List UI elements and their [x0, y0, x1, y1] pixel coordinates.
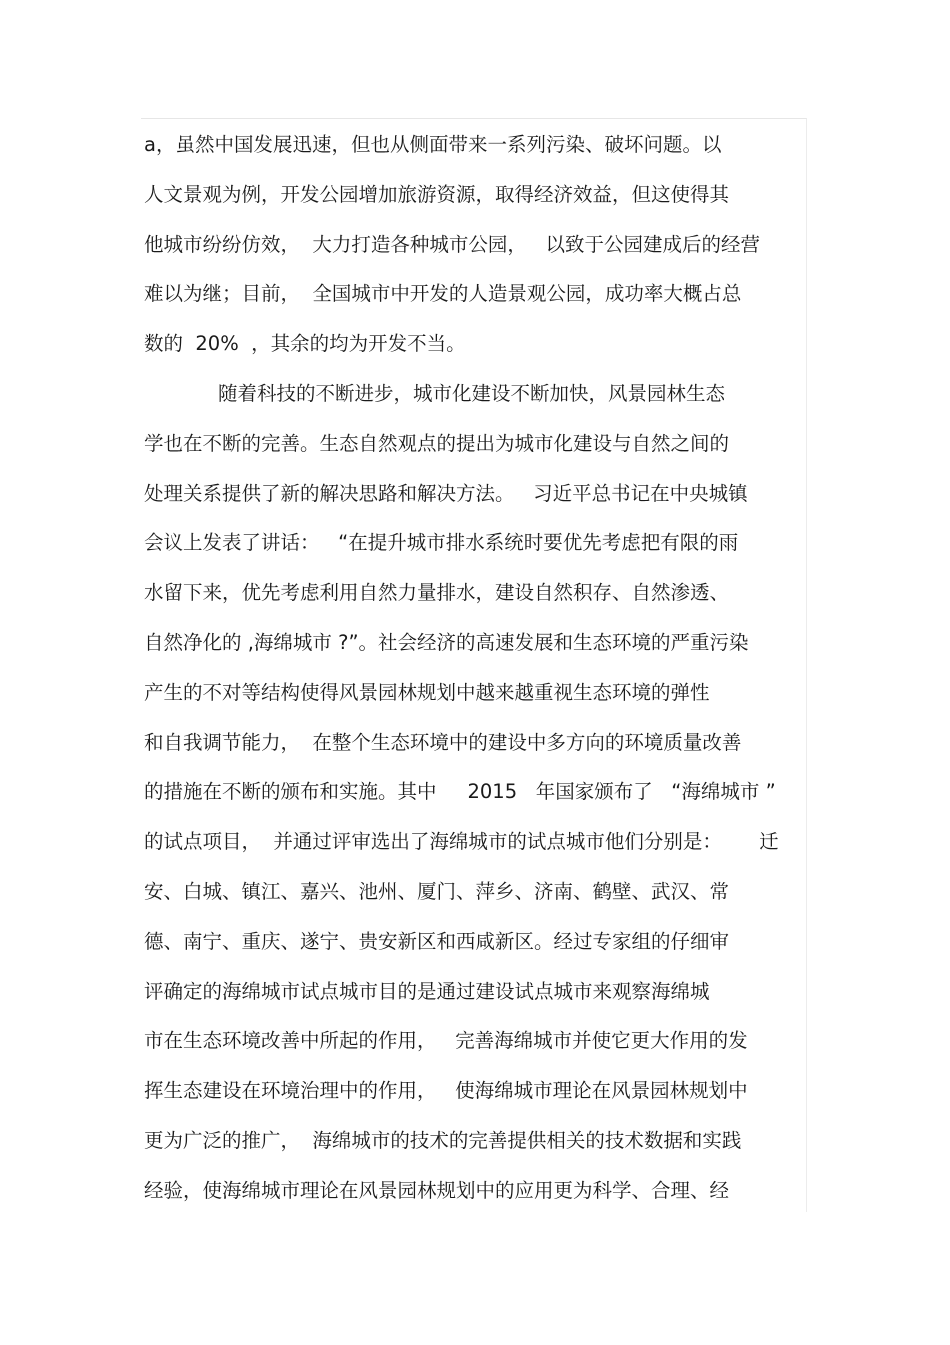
text-line: 数的 20% ，其余的均为开发不当。 — [144, 332, 466, 356]
text-line: 水留下来，优先考虑利用自然力量排水，建设自然积存、自然渗透、 — [144, 581, 730, 605]
text-line: 德、南宁、重庆、遂宁、贵安新区和西咸新区。经过专家组的仔细审 — [144, 929, 730, 953]
text-line: 难以为继；目前， 全国城市中开发的人造景观公园，成功率大概占总 — [144, 282, 742, 306]
text-line: 处理关系提供了新的解决思路和解决方法。 习近平总书记在中央城镇 — [144, 481, 748, 505]
text-line: 学也在不断的完善。生态自然观点的提出为城市化建设与自然之间的 — [144, 431, 730, 455]
text-line: 自然净化的 ,海绵城市 ?”。社会经济的高速发展和生态环境的严重污染 — [144, 630, 749, 654]
text-line: a，虽然中国发展迅速，但也从侧面带来一系列污染、破坏问题。以 — [144, 133, 722, 156]
text-line: 和自我调节能力， 在整个生态环境中的建设中多方向的环境质量改善 — [144, 730, 742, 754]
text-line: 评确定的海绵城市试点城市目的是通过建设试点城市来观察海绵城 — [144, 979, 710, 1003]
text-line: 更为广泛的推广， 海绵城市的技术的完善提供相关的技术数据和实践 — [144, 1128, 742, 1152]
text-line: 的试点项目， 并通过评审选出了海绵城市的试点城市他们分别是： 迁 — [144, 830, 779, 854]
text-line: 他城市纷纷仿效， 大力打造各种城市公园， 以致于公园建成后的经营 — [144, 232, 760, 256]
text-line: 会议上发表了讲话： “在提升城市排水系统时要优先考虑把有限的雨 — [144, 531, 739, 555]
text-line: 安、白城、镇江、嘉兴、池州、厦门、萍乡、济南、鹤壁、武汉、常 — [144, 879, 730, 903]
document-body — [144, 120, 812, 1216]
text-line: 人文景观为例，开发公园增加旅游资源，取得经济效益，但这使得其 — [144, 182, 730, 206]
text-line: 市在生态环境改善中所起的作用， 完善海绵城市并使它更大作用的发 — [144, 1029, 748, 1053]
text-line: 经验，使海绵城市理论在风景园林规划中的应用更为科学、合理、经 — [144, 1178, 730, 1202]
text-line: 的措施在不断的颁布和实施。其中 2015 年国家颁布了 “海绵城市 ” — [144, 780, 776, 804]
text-line: 产生的不对等结构使得风景园林规划中越来越重视生态环境的弹性 — [144, 680, 710, 704]
text-line: 挥生态建设在环境治理中的作用， 使海绵城市理论在风景园林规划中 — [144, 1079, 748, 1103]
paragraph-first-line: 随着科技的不断进步，城市化建设不断加快，风景园林生态 — [218, 381, 726, 405]
